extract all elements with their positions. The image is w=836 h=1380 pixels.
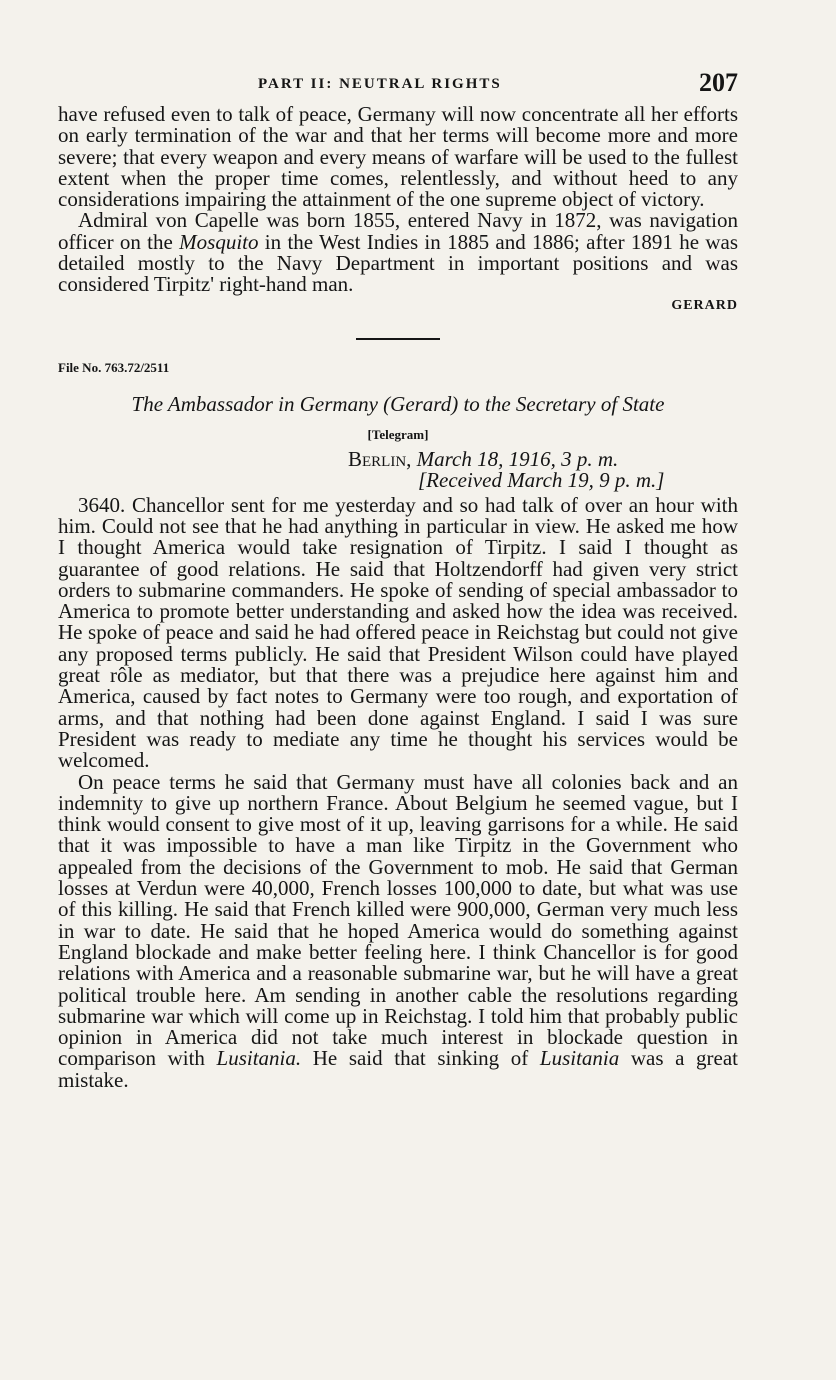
document-page: [58, 70, 738, 1091]
dateline-date: March 18, 1916, 3 p. m.: [416, 446, 619, 471]
document-heading: The Ambassador in Germany (Gerard) to the Secretary of State: [131, 391, 665, 416]
telegram-label: [Telegram]: [367, 426, 429, 442]
file-number: File No. 763.72/2511: [58, 359, 170, 375]
capelle-paragraph: Admiral von Capelle was born 1855, entered Navy in 1872, was navigation officer on the Mosquito in the West Indies in 1885 and 1886; after 1891 he was detailed mostly to the Navy Department in important positions and was considered Tirpitz' right-hand man.: [58, 208, 738, 297]
page-number: 207: [699, 68, 738, 97]
dateline: [348, 446, 738, 471]
ship-name: Mosquito: [179, 229, 259, 254]
continuation-paragraph: have refused even to talk of peace, Germany will now concentrate all her efforts on early termination of the war and that her terms will become more and more severe; that every weapon and every means of warfare will be used to the fullest extent when the proper time comes, relentlessly, and without heed to any considerations impairing the attainment of the one supreme object of victory.: [58, 102, 738, 212]
part-title: PART II: NEUTRAL RIGHTS: [258, 76, 502, 92]
running-header: [58, 70, 738, 104]
telegram-body-paragraph: 3640. Chancellor sent for me yesterday and so had talk of over an hour with him. Could not see that he had anything in particular in view. He asked me how I thought America would take resignation of Tirpitz. I said I thought as guarantee of good relations. He said that Holtzendorff had given very strict orders to submarine commanders. He spoke of sending of special ambassador to America to promote better understanding and asked how the idea was received. He spoke of peace and said he had offered peace in Reichstag but could not give any proposed terms publicly. He said that President Wilson could have played great rôle as mediator, but that there was a prejudice here against him and America, caused by fact notes to Germany were too rough, and exportation of arms, and that nothing had been done against England. I said I was sure President was ready to mediate any time he thought his services would be welcomed.: [58, 492, 738, 773]
dateline-place: Berlin,: [348, 446, 412, 471]
received-line: [Received March 19, 9 p. m.]: [418, 467, 665, 492]
section-divider: [356, 338, 440, 340]
peace-terms-paragraph: On peace terms he said that Germany must have all colonies back and an indemnity to give up northern France. About Belgium he seemed vague, but I think would consent to give most of it up, leaving garrisons for a while. He said that it was impossible to have a man like Tirpitz in the Government who appealed from the decisions of the Government to mob. He said that German losses at Verdun were 40,000, French losses 100,000 to date, but what was use of this killing. He said that French killed were 900,000, German very much less in war to date. He said that he hoped America would do something against England blockade and make better feeling here. I think Chancellor is for good relations with America and a reasonable submarine war, but he will have a great political trouble here. Am sending in another cable the resolutions regarding submarine war which will come up in Reichstag. I told him that probably public opinion in America did not take much interest in blockade question in comparison with Lusitania. He said that sinking of Lusitania was a great mistake.: [58, 769, 739, 1092]
signature: GERARD: [671, 297, 738, 313]
